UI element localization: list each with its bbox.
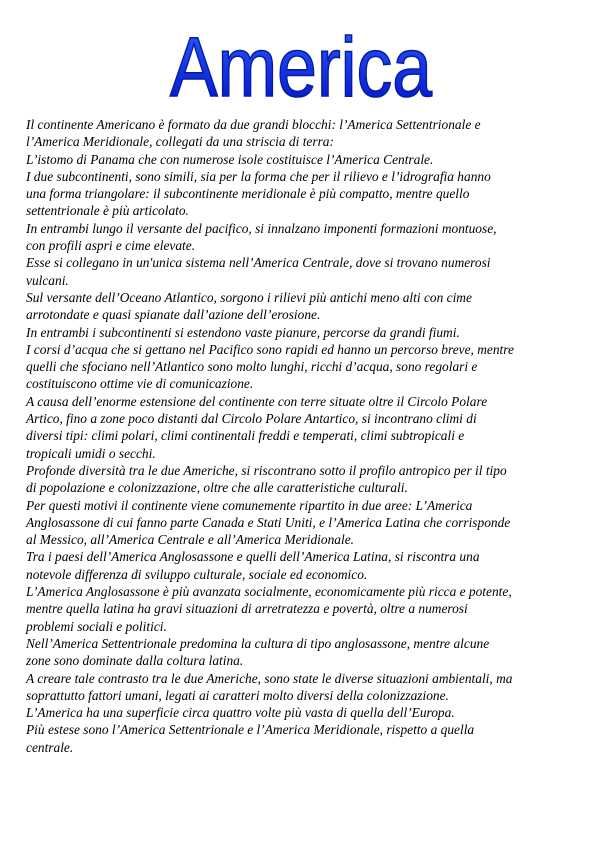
text-line: mentre quella latina ha gravi situazioni di arretratezza e povertà, oltre a numerosi bbox=[26, 601, 468, 617]
title-wordart-graphic bbox=[0, 20, 596, 130]
text-line: Più estese sono l’America Settentrionale e l’America Meridionale, rispetto a quella bbox=[26, 722, 475, 738]
text-line: In entrambi i subcontinenti si estendono vaste pianure, percorse da grandi fiumi. bbox=[26, 324, 460, 340]
text-line: diversi tipi: climi polari, climi continentali freddi e temperati, climi subtropicali e bbox=[26, 428, 465, 444]
text-line: In entrambi lungo il versante del pacifico, si innalzano imponenti formazioni montuose, bbox=[26, 220, 497, 236]
text-line: vulcani. bbox=[26, 272, 69, 288]
text-line: Anglosassone di cui fanno parte Canada e Stati Uniti, e l’America Latina che corrisponde bbox=[26, 514, 511, 530]
text-line: con profili aspri e cime elevate. bbox=[26, 238, 196, 254]
text-line: A creare tale contrasto tra le due Americhe, sono state le diverse situazioni ambientali, ma bbox=[26, 670, 513, 686]
text-line: problemi sociali e politici. bbox=[26, 618, 167, 634]
text-line: L’America Anglosassone è più avanzata socialmente, economicamente più ricca e potente, bbox=[26, 584, 512, 600]
text-line: Per questi motivi il continente viene comunemente ripartito in due aree: L’America bbox=[26, 497, 473, 513]
text-line: tropicali umidi o secchi. bbox=[26, 445, 156, 461]
text-line: I due subcontinenti, sono simili, sia per la forma che per il rilievo e l’idrografia hanno bbox=[26, 168, 491, 184]
text-line: arrotondate e quasi spianate dall’azione dell’erosione. bbox=[26, 307, 321, 323]
text-line: Nell’America Settentrionale predomina la cultura di tipo anglosassone, mentre alcune bbox=[26, 635, 490, 651]
text-line: Sul versante dell’Oceano Atlantico, sorgono i rilievi più antichi meno alti con cime bbox=[26, 289, 472, 305]
text-line: costituiscono ottime vie di comunicazione. bbox=[26, 376, 254, 392]
text-line: di popolazione e colonizzazione, oltre che alle caratteristiche culturali. bbox=[26, 480, 408, 496]
text-line: Il continente Americano è formato da due grandi blocchi: l’America Settentrionale e bbox=[26, 117, 481, 132]
text-line: una forma triangolare: il subcontinente meridionale è più compatto, mentre quello bbox=[26, 186, 470, 202]
text-line: zone sono dominate dalla coltura latina. bbox=[26, 653, 244, 669]
page-title: America bbox=[170, 20, 433, 114]
text-line: centrale. bbox=[26, 739, 74, 755]
text-line: Tra i paesi dell’America Anglosassone e quelli dell’America Latina, si riscontra una bbox=[26, 549, 480, 565]
text-line: Artico, fino a zone poco distanti dal Circolo Polare Antartico, si incontrano climi di bbox=[26, 411, 477, 427]
text-line: Profonde diversità tra le due Americhe, si riscontrano sotto il profilo antropico per il tipo bbox=[26, 462, 507, 478]
text-line: soprattutto fattori umani, legati ai caratteri molto diversi della colonizzazione. bbox=[26, 687, 449, 703]
body-text bbox=[26, 116, 578, 756]
text-line: L’America ha una superficie circa quattro volte più vasta di quella dell’Europa. bbox=[26, 705, 455, 721]
text-line: settentrionale è più articolato. bbox=[26, 203, 189, 219]
title-wordart bbox=[0, 20, 596, 130]
text-line: quelli che sfociano nell’Atlantico sono molto lunghi, ricchi d’acqua, sono regolari e bbox=[26, 359, 478, 375]
text-line: l’America Meridionale, collegati da una striscia di terra: bbox=[26, 134, 334, 150]
text-line: al Messico, all’America Centrale e all’America Meridionale. bbox=[26, 532, 354, 548]
text-line: Esse si collegano in un'unica sistema nell’America Centrale, dove si trovano numerosi bbox=[26, 255, 491, 271]
text-line: notevole differenza di sviluppo culturale, sociale ed economico. bbox=[26, 566, 368, 582]
text-line: I corsi d’acqua che si gettano nel Pacifico sono rapidi ed hanno un percorso breve, mentre bbox=[26, 341, 514, 357]
text-line: A causa dell’enorme estensione del continente con terre situate oltre il Circolo Polare bbox=[26, 393, 488, 409]
text-line: L’istomo di Panama che con numerose isole costituisce l’America Centrale. bbox=[26, 151, 434, 167]
